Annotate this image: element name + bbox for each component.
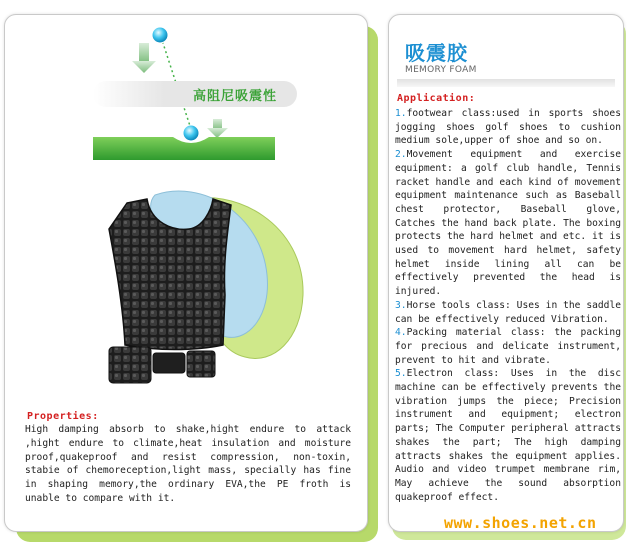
down-arrow-icon-2: [207, 119, 228, 138]
title-en: MEMORY FOAM: [405, 65, 477, 75]
header-divider: [397, 79, 615, 87]
right-card: [388, 14, 624, 532]
left-card: [4, 14, 368, 532]
ball-bottom-icon: [183, 125, 199, 141]
list-item: 4.Packing material class: the packing for precious and delicate instrument, prevent to hit and vibrate.: [395, 327, 621, 366]
application-heading: Application:: [397, 93, 476, 104]
list-item: 2.Movement equipment and exercise equipment: a golf club handle, Tennis racket handle and each kind of movement equipment maintenance such as Baseball chest protector, Baseball glove, Catches the hand back plate. The boxing protects the hard helmet and etc. it is used to movement hard helmet, safety helmet inside lining all can be effectively prevented the head is injured.: [395, 149, 621, 298]
black-pads: [109, 347, 215, 383]
foam-bar: [93, 137, 275, 160]
down-arrow-icon: [132, 43, 156, 73]
list-item: 1.footwear class:used in sports shoes jogging shoes golf shoes to cushion medium sole,upper of shoe and so on.: [395, 108, 621, 147]
list-item: 5.Electron class: Uses in the disc machine can be effectively prevents the vibration jumps the piece; Precision instrument and equipment; electron parts; The Computer peripheral attracts shakes the part; The high damping attracts shakes the equipment applies. Audio and video trumpet membrane rim, May achieve the sound absorption quakeproof effect.: [395, 368, 621, 503]
ball-top-icon: [152, 27, 168, 43]
site-watermark: www.shoes.net.cn: [444, 514, 597, 532]
badge-text: 高阻尼吸震性: [193, 89, 278, 104]
damping-badge: [93, 81, 297, 107]
title-cn: 吸震胶: [405, 41, 468, 65]
product-illustration: [5, 165, 367, 395]
list-item: 3.Horse tools class: Uses in the saddle can be effectively reduced Vibration.: [395, 299, 621, 325]
properties-text: High damping absorb to shake,hight endure to attack ,hight endure to climate,heat insulation and moisture proof,quakeproof and resist compression, non-toxin, stabie of chemoreception,light mass, specially has fine in shaping memory,the ordinary EVA,the PE froth is unable to compare with it.: [25, 424, 351, 504]
properties-heading: Properties:: [27, 411, 99, 422]
application-list: [395, 107, 621, 504]
